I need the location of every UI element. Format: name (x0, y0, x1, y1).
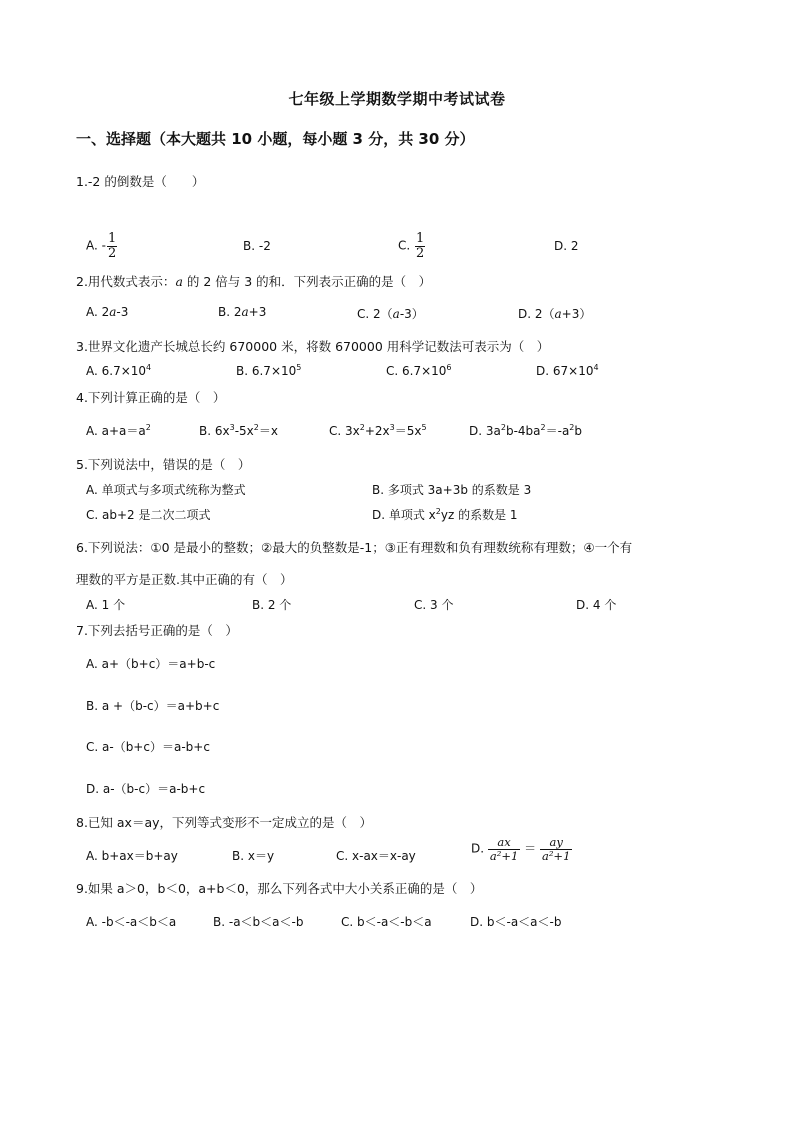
question-6-option-d[interactable]: D. 4 个 (576, 598, 617, 612)
question-7-option-b[interactable]: B. a +（b-c）＝a+b+c (86, 699, 220, 713)
question-7-option-d[interactable]: D. a-（b-c）＝a-b+c (86, 782, 206, 796)
page-title: 七年级上学期数学期中考试试卷 (288, 90, 506, 108)
section-heading: 一、选择题（本大题共 10 小题，每小题 3 分，共 30 分） (76, 130, 475, 148)
question-4-option-c[interactable]: C. $3x^2+2x^3=5x^5$ (329, 423, 427, 438)
question-4-option-d[interactable]: D. $3a^2b-4ba^2=-a^2b$ (469, 423, 583, 438)
fraction: $\frac{ax}{\text{a²+1}}$ (489, 835, 519, 863)
question-4-option-a[interactable]: A. $a+a=a^2$ (86, 423, 151, 438)
question-1-option-d[interactable]: D. 2 (554, 239, 579, 253)
question-3-option-d[interactable]: D. $67\times 10^4$ (536, 363, 599, 378)
question-9-option-d[interactable]: D. b＜-a＜a＜-b (470, 915, 562, 929)
question-5-option-c[interactable]: C. ab+2 是二次二项式 (86, 508, 211, 522)
question-2-option-d[interactable]: D. 2（a+3） (518, 307, 592, 321)
question-7-option-c[interactable]: C. a-（b+c）＝a-b+c (86, 740, 210, 754)
question-8-option-b[interactable]: B. x＝y (232, 849, 275, 863)
fraction: $\frac{ay}{\text{a²+1}}$ (541, 835, 571, 863)
question-1-option-a[interactable]: A. - $\frac{1}{2}$ (86, 231, 117, 261)
question-5-stem: 5.下列说法中，错误的是（ ） (76, 457, 251, 472)
fraction: $\frac{1}{2}$ (416, 231, 425, 261)
question-7-option-a[interactable]: A. a+（b+c）＝a+b-c (86, 657, 216, 671)
question-8-option-a[interactable]: A. b+ax＝b+ay (86, 849, 178, 863)
question-3-option-b[interactable]: B. $6.7\times 10^5$ (236, 363, 302, 378)
question-9-option-a[interactable]: A. -b＜-a＜b＜a (86, 915, 177, 929)
question-9-stem: 9.如果 a＞0，b＜0，a+b＜0，那么下列各式中大小关系正确的是（ ） (76, 881, 483, 896)
question-3-stem: 3.世界文化遗产长城总长约 670000 米，将数 670000 用科学记数法可表示为（ ） (76, 339, 550, 354)
question-1-stem: 1.-2 的倒数是（ ） (76, 174, 205, 189)
question-2-option-c[interactable]: C. 2（a-3） (357, 307, 424, 321)
question-8-option-d[interactable]: D. $\frac{ax}{\text{a²+1}}$ ＝ $\frac{ay}{\text{a²+1}}$ (471, 835, 571, 863)
question-2-stem: 2.用代数式表示：a 的 2 倍与 3 的和．下列表示正确的是（ ） (76, 274, 432, 289)
question-5-option-a[interactable]: A. 单项式与多项式统称为整式 (86, 483, 246, 497)
question-4-stem: 4.下列计算正确的是（ ） (76, 390, 226, 405)
question-1-option-c[interactable]: C. $\frac{1}{2}$ (398, 231, 425, 261)
question-7-stem: 7.下列去括号正确的是（ ） (76, 623, 238, 638)
question-9-option-b[interactable]: B. -a＜b＜a＜-b (213, 915, 304, 929)
question-6-option-b[interactable]: B. 2 个 (252, 598, 292, 612)
question-3-option-c[interactable]: C. $6.7\times 10^6$ (386, 363, 452, 378)
question-2-option-b[interactable]: B. 2a+3 (218, 305, 267, 319)
question-6-option-a[interactable]: A. 1 个 (86, 598, 126, 612)
question-3-option-a[interactable]: A. $6.7\times 10^4$ (86, 363, 152, 378)
question-1-option-b[interactable]: B. -2 (243, 239, 271, 253)
question-4-option-b[interactable]: B. $6x^3-5x^2=x$ (199, 423, 278, 438)
question-5-option-b[interactable]: B. 多项式 3a+3b 的系数是 3 (372, 483, 532, 497)
fraction: $\frac{1}{2}$ (107, 231, 117, 261)
question-8-stem: 8.已知 ax＝ay，下列等式变形不一定成立的是（ ） (76, 815, 373, 830)
question-8-option-c[interactable]: C. x-ax＝x-ay (336, 849, 416, 863)
question-9-option-c[interactable]: C. b＜-a＜-b＜a (341, 915, 432, 929)
question-6-option-c[interactable]: C. 3 个 (414, 598, 454, 612)
question-6-stem-line-2: 理数的平方是正数.其中正确的有（ ） (76, 572, 293, 587)
question-2-option-a[interactable]: A. 2a-3 (86, 305, 129, 319)
question-5-option-d[interactable]: D. 单项式 $x^2yz$ 的系数是 1 (372, 507, 518, 522)
question-6-stem-line-1: 6.下列说法：①0 是最小的整数；②最大的负整数是-1；③正有理数和负有理数统称有理数；④一个有 (76, 540, 633, 555)
